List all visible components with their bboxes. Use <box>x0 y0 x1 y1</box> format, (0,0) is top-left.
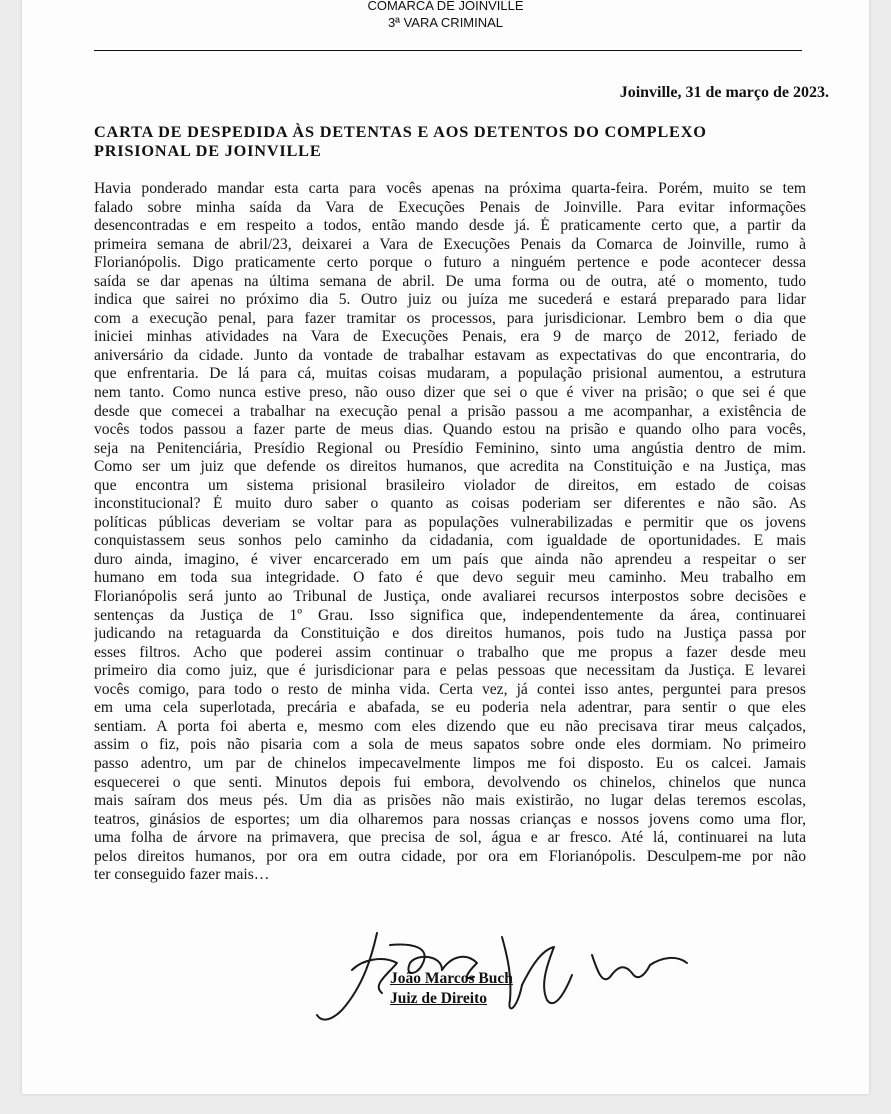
body-line: que enfrentaria. De lá para cá, muitas coisas mudaram, a população prisional aumentou, a estrutura <box>94 365 806 383</box>
body-line: ter conseguido fazer mais… <box>94 866 270 884</box>
body-line: judicando na retaguarda da Constituição e dos direitos humanos, pois tudo na Justiça passa por <box>94 625 806 643</box>
body-line: políticas públicas deveriam se voltar para as populações vulnerabilizadas e permitir que os jovens <box>94 513 806 531</box>
body-line: primeira semana de abril/23, deixarei a Vara de Execuções Penais da Comarca de Joinville, rumo à <box>94 235 806 253</box>
body-line: falado sobre minha saída da Vara de Execuções Penais de Joinville. Para evitar informações <box>94 198 806 216</box>
body-line: uma folha de árvore na primavera, que precisa de sol, água e ar fresco. Até lá, continuarei na luta <box>94 829 806 847</box>
body-line: vocês todos passou a fazer parte de meus dias. Quando estou na prisão e quando olho para vocês, <box>94 421 806 439</box>
letter-page <box>22 0 869 1094</box>
body-line: vocês comigo, para todo o resto de minha vida. Certa vez, já contei isso antes, perguntei para presos <box>94 680 806 698</box>
body-line: que encontra um sistema prisional brasileiro violador de direitos, em estado de coisas <box>94 476 806 494</box>
title-line: CARTA DE DESPEDIDA ÀS DETENTAS E AOS DETENTOS DO COMPLEXO <box>94 122 707 141</box>
header-divider <box>94 50 802 51</box>
letter-title <box>94 122 814 160</box>
body-line: desencontradas e em respeito a todos, então mando desde já. É praticamente certo que, a partir da <box>94 217 806 235</box>
body-line: esquecerei o que senti. Minutos depois fui embora, devolvendo os chinelos, chinelos que nunca <box>94 773 806 791</box>
body-line: esses filtros. Acho que poderei assim continuar o trabalho que me propus a fazer desde meu <box>94 643 806 661</box>
body-line: com a execução penal, para fazer tramitar os processos, para jurisdicionar. Lembro bem o dia que <box>94 309 806 327</box>
body-line: sentiam. A porta foi aberta e, mesmo com eles dizendo que eu não precisava tirar meus calçados, <box>94 717 806 735</box>
body-line: saída se dar apenas na última semana de abril. De uma forma ou de outra, até o momento, tudo <box>94 272 806 290</box>
body-line: aniversário da cidade. Junto da vontade de trabalhar estavam as expectativas do que encontraria, do <box>94 346 806 364</box>
letter-date: Joinville, 31 de março de 2023. <box>619 84 829 101</box>
body-line: duro ainda, imagino, é viver encarcerado em um país que ainda não aprendeu a respeitar o ser <box>94 550 806 568</box>
body-line: inconstitucional? É muito duro saber o quanto as coisas poderiam ser diferentes e não são. As <box>94 495 806 513</box>
body-line: pelos direitos humanos, por ora em outra cidade, por ora em Florianópolis. Desculpem-me por não <box>94 847 806 865</box>
body-line: seja na Penitenciária, Presídio Regional ou Presídio Feminino, sinto uma angústia dentro de mim. <box>94 439 806 457</box>
signatory-name: João Marcos Buch <box>390 970 513 987</box>
body-line: indica que sairei no próximo dia 5. Outro juiz ou juíza me sucederá e estará preparado para lidar <box>94 291 806 309</box>
signatory-role: Juiz de Direito <box>390 990 488 1007</box>
letter-body <box>94 180 806 885</box>
body-line: passo adentro, um par de chinelos impecavelmente limpos me foi disposto. Eu os calcei. Jamais <box>94 754 806 772</box>
body-line: desde que comecei a trabalhar na execução penal a prisão passou a me acompanhar, a existência de <box>94 402 806 420</box>
body-line: Havia ponderado mandar esta carta para vocês apenas na próxima quarta-feira. Porém, muito se tem <box>94 180 806 197</box>
body-line: iniciei minhas atividades na Vara de Execuções Penais, era 9 de março de 2012, feriado de <box>94 328 806 346</box>
body-line: conquistassem seus sonhos pelo caminho da cidadania, com igualdade de oportunidades. E mais <box>94 532 806 550</box>
body-line: nem tanto. Como nunca estive preso, não ouso dizer que sei o que é viver na prisão; o que sei é que <box>94 384 806 402</box>
body-line: teatros, ginásios de esportes; um dia olharemos para nossas crianças e nossos jovens como uma flor, <box>94 810 806 828</box>
body-line: em uma cela superlotada, precária e abafada, se eu poderia nela adentrar, para sentir o que eles <box>94 699 806 717</box>
title-line: PRISIONAL DE JOINVILLE <box>94 141 322 160</box>
body-line: mais saíram dos meus pés. Um dia as prisões não mais existirão, no lugar delas teremos escolas, <box>94 792 806 810</box>
body-line: humano em toda sua integridade. O fato é que devo seguir meu caminho. Meu trabalho em <box>94 569 806 587</box>
body-line: Florianópolis será junto ao Tribunal de Justiça, onde avaliarei recursos interpostos sobre decisões e <box>94 588 806 606</box>
body-line: sentenças da Justiça de 1º Grau. Isso significa que, independentemente da área, continuarei <box>94 606 806 624</box>
body-line: Como ser um juiz que defende os direitos humanos, que acredita na Constituição e na Justiça, mas <box>94 458 806 476</box>
court-division: 3ª VARA CRIMINAL <box>387 15 504 30</box>
body-line: assim o fiz, pois não pisaria com a sola de meus sapatos sobre onde eles dormiam. No primeiro <box>94 736 806 754</box>
body-line: Florianópolis. Digo praticamente certo porque o futuro a ninguém pertence e pode acontecer dessa <box>94 254 806 272</box>
body-line: primeiro dia como juiz, que é jurisdicionar para e pelas pessoas que necessitam da Justiça. E levarei <box>94 662 806 680</box>
court-name: COMARCA DE JOINVILLE <box>367 0 524 13</box>
